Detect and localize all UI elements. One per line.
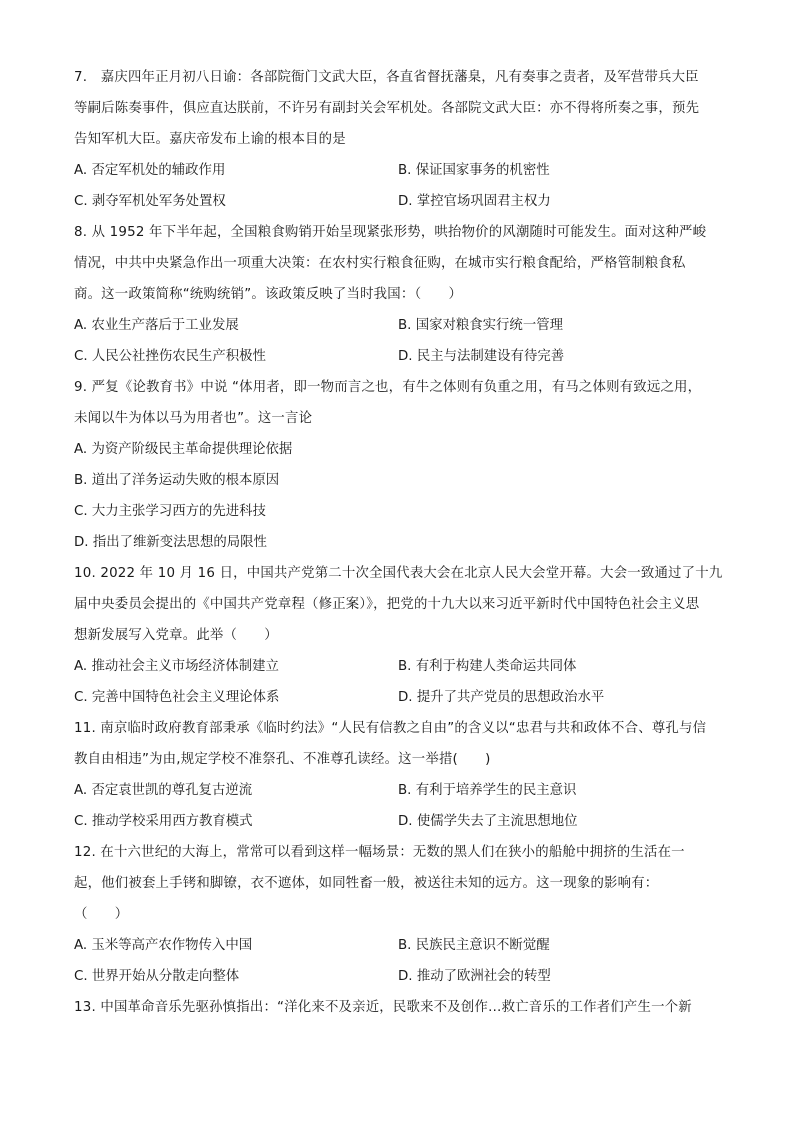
question-8-option-a: A. 农业生产落后于工业发展	[74, 318, 239, 333]
question-8	[74, 217, 724, 372]
question-10-option-c: C. 完善中国特色社会主义理论体系	[74, 690, 280, 705]
question-12-option-d: D. 推动了欧洲社会的转型	[398, 969, 551, 984]
question-7-options-row-1	[74, 155, 724, 186]
question-12-option-a: A. 玉米等高产农作物传入中国	[74, 938, 253, 953]
question-10-option-b: B. 有利于构建人类命运共同体	[398, 659, 577, 674]
question-11-options-row-1	[74, 775, 724, 806]
question-8-options-row-1	[74, 310, 724, 341]
question-11-option-a: A. 否定袁世凯的尊孔复古逆流	[74, 783, 253, 798]
question-11-option-b: B. 有利于培养学生的民主意识	[398, 783, 577, 798]
question-10-options-row-1	[74, 651, 724, 682]
question-11-option-c: C. 推动学校采用西方教育模式	[74, 814, 253, 829]
question-11-stem-line-2: 教自由相违”为由,规定学校不准祭孔、不准尊孔读经。这一举措( )	[74, 752, 491, 767]
question-8-option-d: D. 民主与法制建设有待完善	[398, 349, 565, 364]
question-10	[74, 558, 724, 713]
question-7-option-c: C. 剥夺军机处军务处置权	[74, 194, 226, 209]
question-12-options-row-2	[74, 961, 724, 992]
question-13	[74, 992, 724, 1023]
question-11-stem-line-1: 11. 南京临时政府教育部秉承《临时约法》“人民有信教之自由”的含义以“忠君与共和政体不合、尊孔与信	[74, 721, 707, 736]
question-12-option-c: C. 世界开始从分散走向整体	[74, 969, 240, 984]
question-8-option-b: B. 国家对粮食实行统一管理	[398, 318, 563, 333]
question-10-options-row-2	[74, 682, 724, 713]
question-8-stem-line-2: 情况，中共中央紧急作出一项重大决策：在农村实行粮食征购，在城市实行粮食配给，严格管制粮食私	[74, 256, 686, 271]
question-9-option-c: C. 大力主张学习西方的先进科技	[74, 504, 266, 519]
question-10-stem-line-2: 届中央委员会提出的《中国共产党章程（修正案）》，把党的十九大以来习近平新时代中国特色社会主义思	[74, 597, 700, 612]
question-9-option-d: D. 指出了维新变法思想的局限性	[74, 535, 267, 550]
question-7-options-row-2	[74, 186, 724, 217]
question-9	[74, 372, 724, 558]
question-8-option-c: C. 人民公社挫伤农民生产积极性	[74, 349, 266, 364]
question-8-stem-line-1: 8. 从 1952 年下半年起，全国粮食购销开始呈现紧张形势，哄抬物价的风潮随时可能发生。面对这种严峻	[74, 225, 707, 240]
question-12-option-b: B. 民族民主意识不断觉醒	[398, 938, 550, 953]
question-7-option-d: D. 掌控官场巩固君主权力	[398, 194, 551, 209]
question-9-stem-line-1: 9. 严复《论教育书》中说 “体用者，即一物而言之也，有牛之体则有负重之用，有马之体则有致远之用，	[74, 380, 702, 395]
question-7-option-b: B. 保证国家事务的机密性	[398, 163, 550, 178]
question-11	[74, 713, 724, 837]
question-11-option-d: D. 使儒学失去了主流思想地位	[398, 814, 578, 829]
question-7-stem-line-3: 告知军机大臣。嘉庆帝发布上谕的根本目的是	[74, 132, 346, 147]
question-7-stem-line-2: 等嗣后陈奏事件，俱应直达朕前，不许另有副封关会军机处。各部院文武大臣：亦不得将所奏之事，预先	[74, 101, 700, 116]
question-8-stem-line-3: 商。这一政策简称“统购统销”。该政策反映了当时我国：（ ）	[74, 287, 463, 302]
question-8-options-row-2	[74, 341, 724, 372]
question-13-stem-line-1: 13. 中国革命音乐先驱孙慎指出：“洋化来不及亲近，民歌来不及创作…救亡音乐的工作者们产生一个新	[74, 1000, 692, 1015]
question-7-stem-line-1: 7. 嘉庆四年正月初八日谕：各部院衙门文武大臣，各直省督抚藩臬，凡有奏事之责者，及军营带兵大臣	[74, 70, 699, 85]
question-12-stem-line-2: 起，他们被套上手铐和脚镣，衣不遮体，如同牲畜一般，被送往未知的远方。这一现象的影响有：	[74, 876, 659, 891]
question-11-options-row-2	[74, 806, 724, 837]
question-10-option-a: A. 推动社会主义市场经济体制建立	[74, 659, 279, 674]
question-7-option-a: A. 否定军机处的辅政作用	[74, 163, 226, 178]
question-7	[74, 62, 724, 217]
question-9-option-a: A. 为资产阶级民主革命提供理论依据	[74, 442, 293, 457]
question-9-option-b: B. 道出了洋务运动失败的根本原因	[74, 473, 280, 488]
question-12	[74, 837, 724, 992]
question-10-stem-line-1: 10. 2022 年 10 月 16 日，中国共产党第二十次全国代表大会在北京人民大会堂开幕。大会一致通过了十九	[74, 566, 723, 581]
question-9-stem-line-2: 未闻以牛为体以马为用者也”。这一言论	[74, 411, 313, 426]
question-12-stem-line-1: 12. 在十六世纪的大海上，常常可以看到这样一幅场景：无数的黑人们在狭小的船舱中拥挤的生活在一	[74, 845, 685, 860]
question-10-stem-line-3: 想新发展写入党章。此举（ ）	[74, 628, 278, 643]
question-10-option-d: D. 提升了共产党员的思想政治水平	[398, 690, 605, 705]
question-12-stem-line-3: （ ）	[74, 907, 129, 922]
question-12-options-row-1	[74, 930, 724, 961]
exam-page	[74, 62, 724, 1023]
